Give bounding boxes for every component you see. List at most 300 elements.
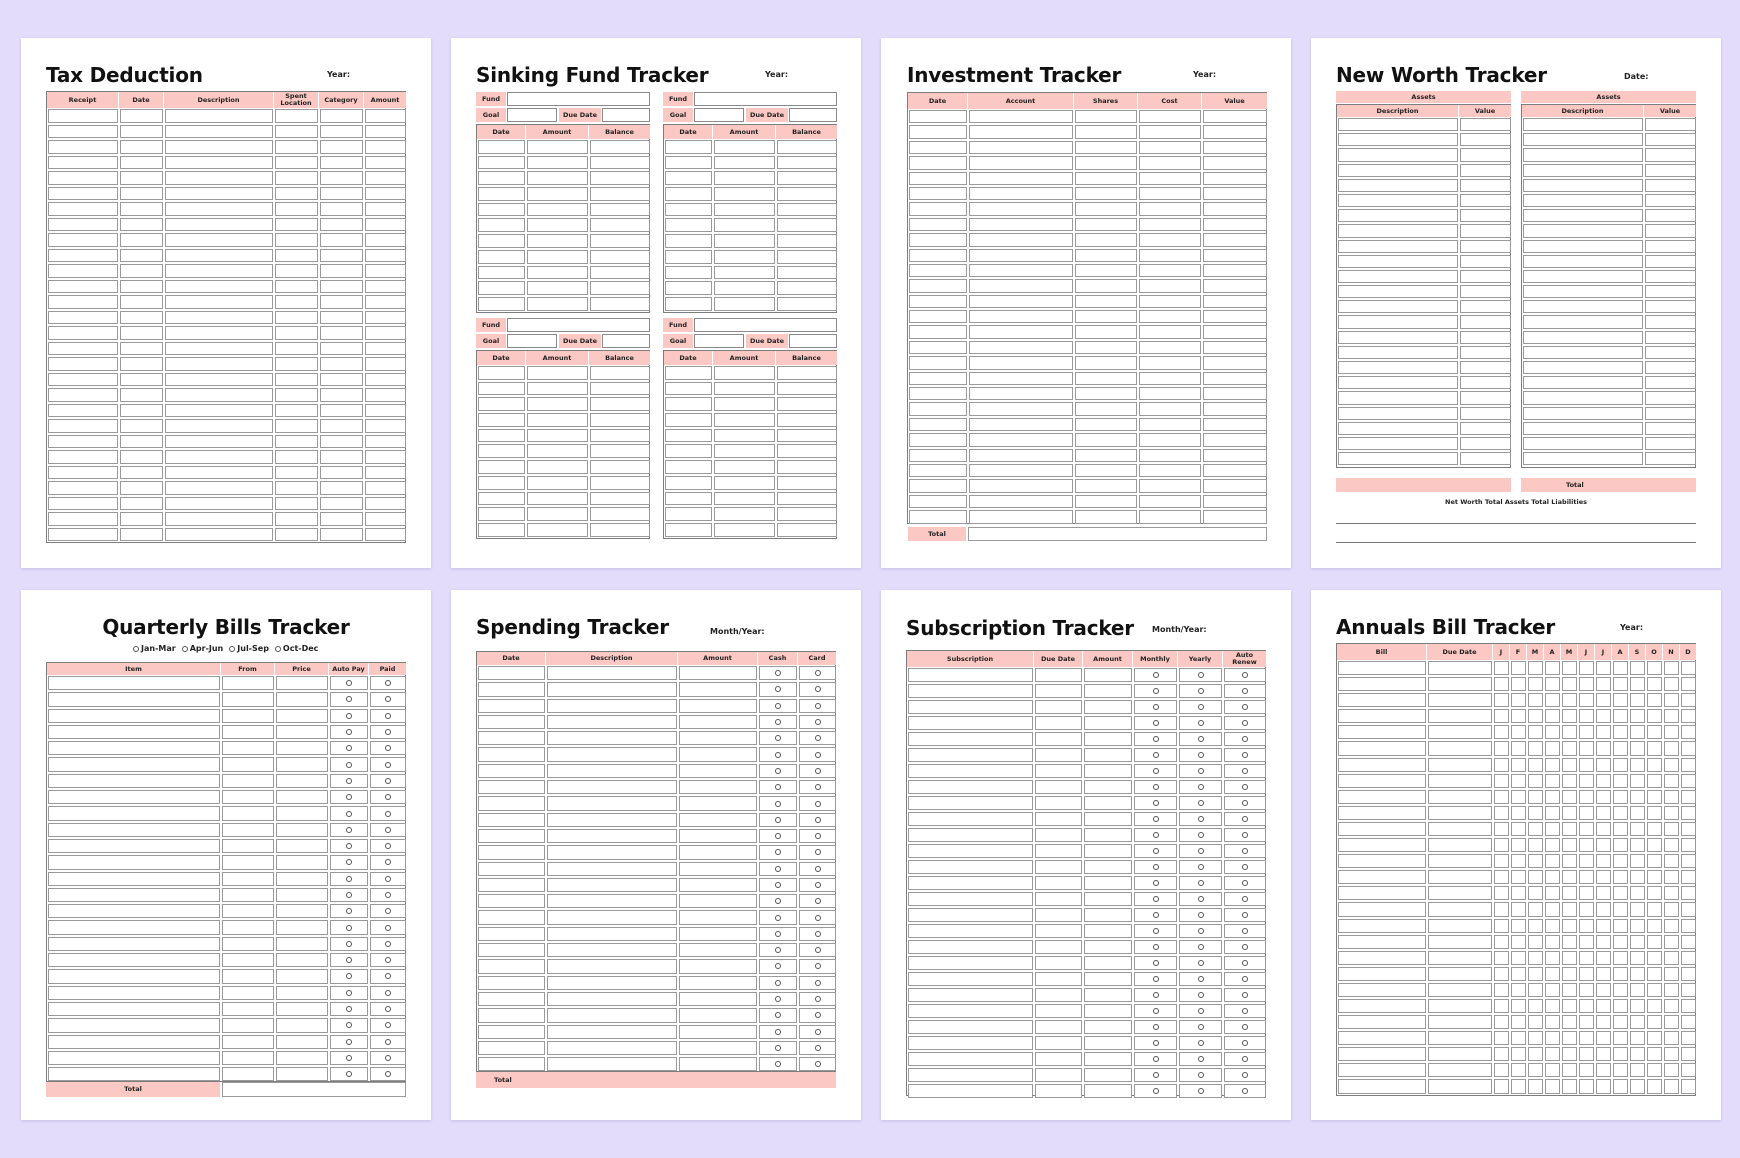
table-cell[interactable] <box>1528 886 1543 900</box>
table-cell[interactable] <box>365 295 406 309</box>
table-cell[interactable] <box>120 528 163 542</box>
table-cell[interactable] <box>1203 295 1267 308</box>
table-cell[interactable] <box>1630 1063 1645 1077</box>
table-cell[interactable] <box>665 523 712 537</box>
table-cell[interactable] <box>1562 999 1577 1013</box>
table-cell[interactable] <box>222 806 274 820</box>
table-cell[interactable] <box>1562 661 1577 675</box>
table-cell[interactable] <box>1075 464 1137 477</box>
table-cell[interactable] <box>909 418 967 431</box>
table-cell[interactable] <box>276 920 328 934</box>
radio-circle-icon[interactable] <box>1242 672 1248 678</box>
checkbox-cell[interactable] <box>370 904 406 918</box>
table-cell[interactable] <box>478 203 525 217</box>
table-cell[interactable] <box>1681 806 1696 820</box>
table-cell[interactable] <box>1613 725 1628 739</box>
table-cell[interactable] <box>48 1067 220 1081</box>
fund-input[interactable] <box>507 92 650 106</box>
table-cell[interactable] <box>1460 346 1511 359</box>
checkbox-cell[interactable] <box>370 709 406 723</box>
table-cell[interactable] <box>275 326 318 340</box>
table-cell[interactable] <box>1681 983 1696 997</box>
table-cell[interactable] <box>1664 661 1679 675</box>
table-cell[interactable] <box>1338 854 1426 868</box>
table-cell[interactable] <box>1460 361 1511 374</box>
table-cell[interactable] <box>1494 725 1509 739</box>
table-cell[interactable] <box>1338 452 1458 465</box>
table-cell[interactable] <box>1664 806 1679 820</box>
table-cell[interactable] <box>1562 951 1577 965</box>
table-cell[interactable] <box>48 388 118 402</box>
table-cell[interactable] <box>1511 886 1526 900</box>
table-cell[interactable] <box>1338 919 1426 933</box>
checkbox-cell[interactable] <box>759 959 797 973</box>
table-cell[interactable] <box>1035 956 1082 970</box>
table-cell[interactable] <box>120 481 163 495</box>
table-cell[interactable] <box>478 250 525 264</box>
table-cell[interactable] <box>478 927 545 941</box>
table-cell[interactable] <box>665 218 712 232</box>
table-cell[interactable] <box>1562 1079 1577 1093</box>
table-cell[interactable] <box>1338 270 1458 283</box>
checkbox-cell[interactable] <box>759 943 797 957</box>
table-cell[interactable] <box>1338 361 1458 374</box>
table-cell[interactable] <box>1035 876 1082 890</box>
table-cell[interactable] <box>590 281 650 295</box>
table-cell[interactable] <box>1647 693 1662 707</box>
table-cell[interactable] <box>1460 422 1511 435</box>
table-cell[interactable] <box>478 266 525 280</box>
table-cell[interactable] <box>1203 372 1267 385</box>
checkbox-cell[interactable] <box>370 1018 406 1032</box>
table-cell[interactable] <box>320 280 363 294</box>
table-cell[interactable] <box>120 466 163 480</box>
table-cell[interactable] <box>1630 774 1645 788</box>
table-cell[interactable] <box>1647 1031 1662 1045</box>
checkbox-cell[interactable] <box>1134 908 1177 922</box>
checkbox-cell[interactable] <box>1224 1004 1266 1018</box>
radio-circle-icon[interactable] <box>1242 992 1248 998</box>
table-cell[interactable] <box>120 109 163 123</box>
table-cell[interactable] <box>1528 822 1543 836</box>
table-cell[interactable] <box>714 250 775 264</box>
table-cell[interactable] <box>1523 437 1643 450</box>
table-cell[interactable] <box>1338 886 1426 900</box>
table-cell[interactable] <box>1084 764 1132 778</box>
table-cell[interactable] <box>1664 951 1679 965</box>
table-cell[interactable] <box>1545 1015 1560 1029</box>
checkbox-cell[interactable] <box>1134 892 1177 906</box>
table-cell[interactable] <box>909 479 967 492</box>
table-cell[interactable] <box>1562 709 1577 723</box>
table-cell[interactable] <box>909 510 967 523</box>
table-cell[interactable] <box>1528 1063 1543 1077</box>
checkbox-cell[interactable] <box>759 796 797 810</box>
table-cell[interactable] <box>1545 951 1560 965</box>
table-cell[interactable] <box>165 326 273 340</box>
checkbox-cell[interactable] <box>370 1002 406 1016</box>
table-cell[interactable] <box>478 476 525 490</box>
table-cell[interactable] <box>679 731 757 745</box>
radio-circle-icon[interactable] <box>775 1061 781 1067</box>
table-cell[interactable] <box>1203 310 1267 323</box>
table-cell[interactable] <box>1523 346 1643 359</box>
table-cell[interactable] <box>165 512 273 526</box>
table-cell[interactable] <box>1494 758 1509 772</box>
table-cell[interactable] <box>1523 391 1643 404</box>
radio-circle-icon[interactable] <box>1242 976 1248 982</box>
radio-circle-icon[interactable] <box>1198 800 1204 806</box>
table-cell[interactable] <box>1528 1079 1543 1093</box>
table-cell[interactable] <box>1035 748 1082 762</box>
table-cell[interactable] <box>714 281 775 295</box>
table-cell[interactable] <box>1645 224 1696 237</box>
checkbox-cell[interactable] <box>330 1067 368 1081</box>
table-cell[interactable] <box>909 279 967 292</box>
table-cell[interactable] <box>365 156 406 170</box>
table-cell[interactable] <box>1203 464 1267 477</box>
table-cell[interactable] <box>1528 693 1543 707</box>
radio-circle-icon[interactable] <box>815 947 821 953</box>
table-cell[interactable] <box>478 397 525 411</box>
table-cell[interactable] <box>1494 1047 1509 1061</box>
checkbox-cell[interactable] <box>1224 924 1266 938</box>
table-cell[interactable] <box>1338 902 1426 916</box>
radio-circle-icon[interactable] <box>346 990 352 996</box>
checkbox-cell[interactable] <box>1134 732 1177 746</box>
table-cell[interactable] <box>665 297 712 311</box>
table-cell[interactable] <box>275 357 318 371</box>
table-cell[interactable] <box>478 715 545 729</box>
radio-circle-icon[interactable] <box>1153 832 1159 838</box>
table-cell[interactable] <box>222 1018 274 1032</box>
table-cell[interactable] <box>1428 774 1492 788</box>
table-cell[interactable] <box>714 429 775 443</box>
table-cell[interactable] <box>1428 983 1492 997</box>
table-cell[interactable] <box>969 325 1073 338</box>
table-cell[interactable] <box>1664 999 1679 1013</box>
table-cell[interactable] <box>590 297 650 311</box>
radio-circle-icon[interactable] <box>775 801 781 807</box>
table-cell[interactable] <box>120 404 163 418</box>
table-cell[interactable] <box>275 528 318 542</box>
table-cell[interactable] <box>478 171 525 185</box>
table-cell[interactable] <box>275 466 318 480</box>
table-cell[interactable] <box>120 295 163 309</box>
table-cell[interactable] <box>276 888 328 902</box>
table-cell[interactable] <box>1613 1079 1628 1093</box>
table-cell[interactable] <box>1647 983 1662 997</box>
table-cell[interactable] <box>1511 806 1526 820</box>
checkbox-cell[interactable] <box>1134 876 1177 890</box>
table-cell[interactable] <box>222 790 274 804</box>
table-cell[interactable] <box>1139 218 1201 231</box>
table-cell[interactable] <box>908 812 1033 826</box>
table-cell[interactable] <box>1494 1063 1509 1077</box>
table-cell[interactable] <box>1562 886 1577 900</box>
table-cell[interactable] <box>478 218 525 232</box>
table-cell[interactable] <box>777 234 837 248</box>
table-cell[interactable] <box>665 382 712 396</box>
table-cell[interactable] <box>478 845 545 859</box>
table-cell[interactable] <box>1338 967 1426 981</box>
table-cell[interactable] <box>1579 967 1594 981</box>
radio-circle-icon[interactable] <box>1242 720 1248 726</box>
radio-circle-icon[interactable] <box>1242 784 1248 790</box>
radio-circle-icon[interactable] <box>1198 848 1204 854</box>
checkbox-cell[interactable] <box>799 796 836 810</box>
table-cell[interactable] <box>1596 758 1611 772</box>
table-cell[interactable] <box>1523 133 1643 146</box>
table-cell[interactable] <box>222 937 274 951</box>
table-cell[interactable] <box>665 203 712 217</box>
table-cell[interactable] <box>777 523 837 537</box>
table-cell[interactable] <box>665 444 712 458</box>
table-cell[interactable] <box>1523 148 1643 161</box>
table-cell[interactable] <box>1075 172 1137 185</box>
checkbox-cell[interactable] <box>1134 796 1177 810</box>
table-cell[interactable] <box>1647 774 1662 788</box>
checkbox-cell[interactable] <box>759 829 797 843</box>
table-cell[interactable] <box>1562 870 1577 884</box>
table-cell[interactable] <box>275 156 318 170</box>
table-cell[interactable] <box>1075 218 1137 231</box>
radio-circle-icon[interactable] <box>1153 1072 1159 1078</box>
table-cell[interactable] <box>1596 693 1611 707</box>
table-cell[interactable] <box>679 682 757 696</box>
due-date-input[interactable] <box>789 334 837 348</box>
table-cell[interactable] <box>1203 387 1267 400</box>
table-cell[interactable] <box>320 373 363 387</box>
table-cell[interactable] <box>679 764 757 778</box>
table-cell[interactable] <box>1428 806 1492 820</box>
table-cell[interactable] <box>1613 1047 1628 1061</box>
table-cell[interactable] <box>478 444 525 458</box>
table-cell[interactable] <box>48 692 220 706</box>
table-cell[interactable] <box>547 699 677 713</box>
table-cell[interactable] <box>969 141 1073 154</box>
table-cell[interactable] <box>365 466 406 480</box>
table-cell[interactable] <box>908 828 1033 842</box>
table-cell[interactable] <box>1596 983 1611 997</box>
radio-circle-icon[interactable] <box>1198 704 1204 710</box>
radio-circle-icon[interactable] <box>815 866 821 872</box>
table-cell[interactable] <box>1203 141 1267 154</box>
table-cell[interactable] <box>1460 315 1511 328</box>
table-cell[interactable] <box>1203 449 1267 462</box>
table-cell[interactable] <box>1460 164 1511 177</box>
checkbox-cell[interactable] <box>1179 924 1222 938</box>
table-cell[interactable] <box>275 481 318 495</box>
table-cell[interactable] <box>1338 315 1458 328</box>
table-cell[interactable] <box>1630 951 1645 965</box>
radio-circle-icon[interactable] <box>385 1039 391 1045</box>
table-cell[interactable] <box>1075 325 1137 338</box>
radio-circle-icon[interactable] <box>775 784 781 790</box>
table-cell[interactable] <box>1613 677 1628 691</box>
table-cell[interactable] <box>1579 935 1594 949</box>
table-cell[interactable] <box>1630 758 1645 772</box>
table-cell[interactable] <box>714 187 775 201</box>
table-cell[interactable] <box>48 450 118 464</box>
table-cell[interactable] <box>365 435 406 449</box>
checkbox-cell[interactable] <box>799 731 836 745</box>
table-cell[interactable] <box>777 366 837 380</box>
radio-circle-icon[interactable] <box>1153 1008 1159 1014</box>
table-cell[interactable] <box>1139 141 1201 154</box>
radio-circle-icon[interactable] <box>775 719 781 725</box>
table-cell[interactable] <box>1084 892 1132 906</box>
table-cell[interactable] <box>275 404 318 418</box>
table-cell[interactable] <box>320 342 363 356</box>
table-cell[interactable] <box>276 986 328 1000</box>
table-cell[interactable] <box>1075 295 1137 308</box>
table-cell[interactable] <box>1681 677 1696 691</box>
table-cell[interactable] <box>1613 999 1628 1013</box>
checkbox-cell[interactable] <box>1179 748 1222 762</box>
table-cell[interactable] <box>48 1018 220 1032</box>
table-cell[interactable] <box>1338 331 1458 344</box>
table-cell[interactable] <box>1545 838 1560 852</box>
table-cell[interactable] <box>1338 1079 1426 1093</box>
due-date-input[interactable] <box>602 334 650 348</box>
table-cell[interactable] <box>1545 1031 1560 1045</box>
radio-circle-icon[interactable] <box>815 686 821 692</box>
table-cell[interactable] <box>1681 838 1696 852</box>
table-cell[interactable] <box>1664 1015 1679 1029</box>
checkbox-cell[interactable] <box>330 806 368 820</box>
table-cell[interactable] <box>1139 279 1201 292</box>
checkbox-cell[interactable] <box>759 813 797 827</box>
table-cell[interactable] <box>165 311 273 325</box>
checkbox-cell[interactable] <box>1134 764 1177 778</box>
table-cell[interactable] <box>1664 677 1679 691</box>
table-cell[interactable] <box>48 264 118 278</box>
table-cell[interactable] <box>1139 510 1201 523</box>
table-cell[interactable] <box>365 528 406 542</box>
table-cell[interactable] <box>1613 1063 1628 1077</box>
table-cell[interactable] <box>1428 661 1492 675</box>
table-cell[interactable] <box>48 342 118 356</box>
table-cell[interactable] <box>1338 870 1426 884</box>
table-cell[interactable] <box>120 388 163 402</box>
table-cell[interactable] <box>1460 300 1511 313</box>
table-cell[interactable] <box>1075 125 1137 138</box>
table-cell[interactable] <box>777 429 837 443</box>
radio-circle-icon[interactable] <box>1198 912 1204 918</box>
checkbox-cell[interactable] <box>330 725 368 739</box>
table-cell[interactable] <box>1511 935 1526 949</box>
table-cell[interactable] <box>320 233 363 247</box>
table-cell[interactable] <box>1523 164 1643 177</box>
table-cell[interactable] <box>1035 1084 1082 1098</box>
checkbox-cell[interactable] <box>330 937 368 951</box>
table-cell[interactable] <box>1545 886 1560 900</box>
table-cell[interactable] <box>1338 285 1458 298</box>
radio-circle-icon[interactable] <box>1242 896 1248 902</box>
table-cell[interactable] <box>969 202 1073 215</box>
table-cell[interactable] <box>969 341 1073 354</box>
table-cell[interactable] <box>777 507 837 521</box>
table-cell[interactable] <box>714 297 775 311</box>
table-cell[interactable] <box>120 187 163 201</box>
table-cell[interactable] <box>1681 709 1696 723</box>
table-cell[interactable] <box>1528 677 1543 691</box>
table-cell[interactable] <box>1562 822 1577 836</box>
table-cell[interactable] <box>969 264 1073 277</box>
table-cell[interactable] <box>276 692 328 706</box>
table-cell[interactable] <box>1523 361 1643 374</box>
table-cell[interactable] <box>1511 790 1526 804</box>
table-cell[interactable] <box>1545 1063 1560 1077</box>
radio-circle-icon[interactable] <box>1153 912 1159 918</box>
radio-circle-icon[interactable] <box>1153 928 1159 934</box>
table-cell[interactable] <box>1460 331 1511 344</box>
table-cell[interactable] <box>320 450 363 464</box>
table-cell[interactable] <box>1139 464 1201 477</box>
radio-circle-icon[interactable] <box>182 646 188 652</box>
radio-circle-icon[interactable] <box>346 762 352 768</box>
table-cell[interactable] <box>527 140 588 154</box>
table-cell[interactable] <box>777 156 837 170</box>
table-cell[interactable] <box>665 413 712 427</box>
table-cell[interactable] <box>1645 376 1696 389</box>
table-cell[interactable] <box>478 862 545 876</box>
table-cell[interactable] <box>665 492 712 506</box>
table-cell[interactable] <box>714 266 775 280</box>
table-cell[interactable] <box>1084 828 1132 842</box>
checkbox-cell[interactable] <box>370 872 406 886</box>
table-cell[interactable] <box>275 264 318 278</box>
table-cell[interactable] <box>665 429 712 443</box>
table-cell[interactable] <box>222 725 274 739</box>
table-cell[interactable] <box>1647 854 1662 868</box>
checkbox-cell[interactable] <box>1224 956 1266 970</box>
table-cell[interactable] <box>1428 790 1492 804</box>
table-cell[interactable] <box>120 311 163 325</box>
table-cell[interactable] <box>1428 935 1492 949</box>
table-cell[interactable] <box>679 992 757 1006</box>
table-cell[interactable] <box>1511 709 1526 723</box>
table-cell[interactable] <box>1562 919 1577 933</box>
table-cell[interactable] <box>1338 194 1458 207</box>
radio-circle-icon[interactable] <box>1153 816 1159 822</box>
table-cell[interactable] <box>165 125 273 139</box>
radio-circle-icon[interactable] <box>346 811 352 817</box>
radio-circle-icon[interactable] <box>1198 992 1204 998</box>
table-cell[interactable] <box>909 249 967 262</box>
table-cell[interactable] <box>1681 951 1696 965</box>
table-cell[interactable] <box>1139 310 1201 323</box>
table-cell[interactable] <box>320 419 363 433</box>
radio-circle-icon[interactable] <box>346 680 352 686</box>
table-cell[interactable] <box>1579 806 1594 820</box>
table-cell[interactable] <box>1664 741 1679 755</box>
table-cell[interactable] <box>48 435 118 449</box>
checkbox-cell[interactable] <box>799 943 836 957</box>
table-cell[interactable] <box>1511 693 1526 707</box>
table-cell[interactable] <box>1647 822 1662 836</box>
table-cell[interactable] <box>1630 822 1645 836</box>
table-cell[interactable] <box>1528 919 1543 933</box>
checkbox-cell[interactable] <box>330 676 368 690</box>
table-cell[interactable] <box>1681 758 1696 772</box>
table-cell[interactable] <box>365 388 406 402</box>
table-cell[interactable] <box>777 140 837 154</box>
table-cell[interactable] <box>1545 790 1560 804</box>
checkbox-cell[interactable] <box>759 878 797 892</box>
radio-circle-icon[interactable] <box>815 898 821 904</box>
